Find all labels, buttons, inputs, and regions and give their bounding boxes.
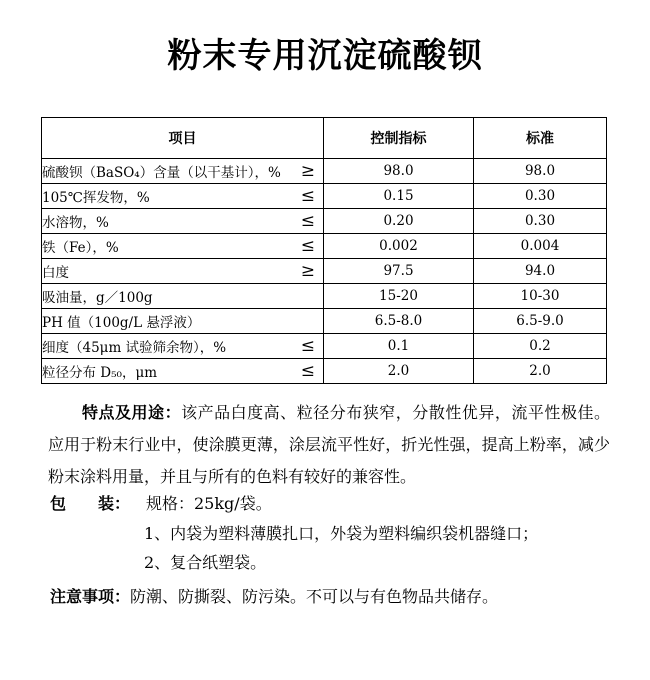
row-item (42, 184, 324, 209)
row-item (42, 309, 324, 334)
packaging-label: 包 装： (50, 494, 131, 513)
row-item-label: 白度 (42, 265, 69, 281)
row-item (42, 359, 324, 384)
table-row (42, 234, 607, 259)
row-standard: 0.2 (474, 334, 607, 359)
row-item-label: 铁（Fe），% (42, 240, 119, 256)
row-standard: 94.0 (474, 259, 607, 284)
features-label: 特点及用途： (82, 403, 182, 422)
header-item: 项目 (42, 118, 324, 159)
table-row (42, 259, 607, 284)
packaging-item: 2、复合纸塑袋。 (144, 553, 267, 572)
row-control: 0.1 (324, 334, 474, 359)
notes-section (50, 581, 610, 613)
row-standard: 0.004 (474, 234, 607, 259)
notes-label: 注意事项： (50, 587, 131, 606)
row-standard: 10-30 (474, 284, 607, 309)
row-item-label: 细度（45μm 试验筛余物），% (42, 340, 227, 356)
row-control: 98.0 (324, 159, 474, 184)
table-row (42, 284, 607, 309)
table-row (42, 184, 607, 209)
packaging-item: 1、内袋为塑料薄膜扎口，外袋为塑料编织袋机器缝口； (144, 524, 539, 543)
packaging-spec: 规格：25kg/袋。 (146, 494, 272, 513)
row-item (42, 209, 324, 234)
row-item (42, 234, 324, 259)
row-control: 0.002 (324, 234, 474, 259)
table-row (42, 159, 607, 184)
header-standard: 标准 (474, 118, 607, 159)
row-standard: 0.30 (474, 209, 607, 234)
row-standard: 6.5-9.0 (474, 309, 607, 334)
row-item (42, 284, 324, 309)
row-symbol: ≤ (300, 361, 315, 381)
row-symbol: ≥ (300, 261, 315, 281)
row-item (42, 334, 324, 359)
row-standard: 0.30 (474, 184, 607, 209)
header-control: 控制指标 (324, 118, 474, 159)
row-item-label: 105℃挥发物，% (42, 190, 150, 206)
table-row (42, 334, 607, 359)
table-header-row (42, 118, 607, 159)
row-control: 97.5 (324, 259, 474, 284)
row-item (42, 259, 324, 284)
packaging-section (50, 488, 610, 520)
features-text: 该产品白度高、粒径分布狭窄，分散性优异，流平性极佳。应用于粉末行业中，使涂膜更薄，涂层流平性好，折光性强，提高上粉率，减少粉末涂料用量，并且与所有的色料有较好的兼容性。 (48, 403, 610, 486)
table-row (42, 209, 607, 234)
row-control: 2.0 (324, 359, 474, 384)
row-item-label: 硫酸钡（BaSO₄）含量（以干基计），% (42, 165, 281, 181)
row-symbol: ≤ (300, 236, 315, 256)
row-standard: 98.0 (474, 159, 607, 184)
row-item-label: 吸油量，g／100g (42, 290, 153, 306)
page-title: 粉末专用沉淀硫酸钡 (167, 36, 483, 76)
row-symbol: ≤ (300, 211, 315, 231)
row-symbol: ≤ (300, 186, 315, 206)
row-standard: 2.0 (474, 359, 607, 384)
row-item (42, 159, 324, 184)
row-control: 0.20 (324, 209, 474, 234)
row-symbol: ≤ (300, 336, 315, 356)
row-item-label: 水溶物，% (42, 215, 109, 231)
features-paragraph (48, 397, 610, 493)
row-symbol: ≥ (300, 161, 315, 181)
row-control: 6.5-8.0 (324, 309, 474, 334)
notes-text: 防潮、防撕裂、防污染。不可以与有色物品共储存。 (130, 587, 499, 606)
spec-table (41, 117, 607, 384)
row-item-label: 粒径分布 D₅₀，μm (42, 365, 158, 381)
table-row (42, 359, 607, 384)
row-control: 15-20 (324, 284, 474, 309)
row-item-label: PH 值（100g/L 悬浮液） (42, 315, 201, 331)
table-row (42, 309, 607, 334)
row-control: 0.15 (324, 184, 474, 209)
